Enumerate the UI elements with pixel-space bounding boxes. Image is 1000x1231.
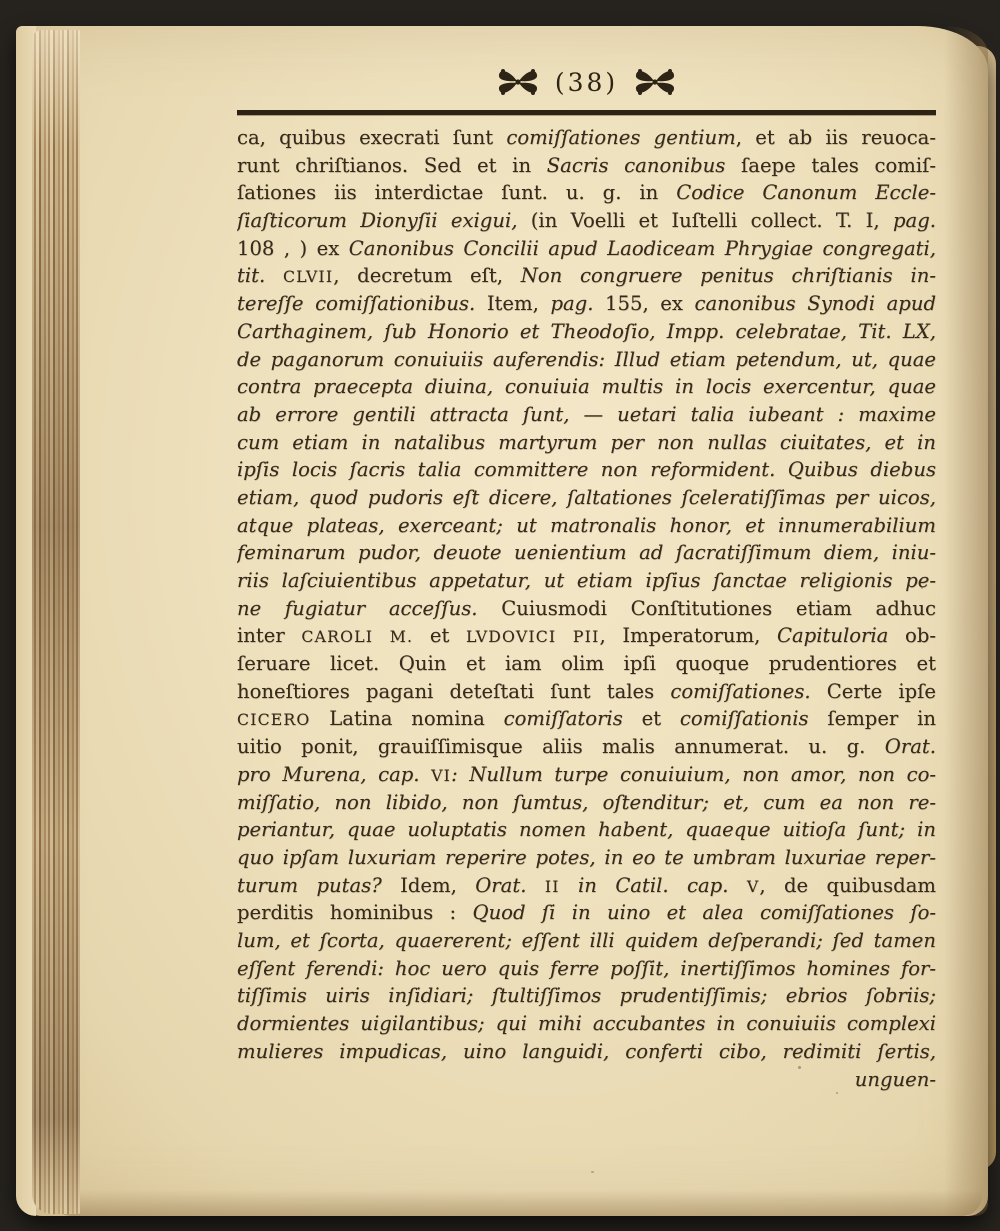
text-line: tit. CLVII, decretum eſt, Non congruere penitus chriſtianis in- (237, 264, 936, 288)
text-line: cum etiam in natalibus martyrum per non nullas ciuitates, et in (237, 430, 936, 454)
paper-speck (420, 298, 423, 301)
text-line: ipſis locis ſacris talia committere non reformident. Quibus diebus (237, 458, 936, 482)
text-line: honeſtiores pagani deteſtati ſunt tales comiſſationes. Certe ipſe (237, 679, 936, 703)
book-page (16, 26, 988, 1216)
text-line: ſeruare licet. Quin et iam olim ipſi quoque prudentiores et (237, 652, 936, 676)
text-line: feminarum pudor, deuote uenientium ad ſacratiſſimum diem, iniu- (237, 541, 936, 565)
text-line: uitio ponit, grauiſſimisque aliis malis annumerat. u. g. Orat. (237, 735, 936, 759)
header-rule (237, 110, 936, 115)
text-line: ab errore gentili attracta ſunt, — uetari talia iubeant : maxime (237, 402, 936, 426)
text-line: tiſſimis uiris inſidiari; ſtultiſſimos prudentiſſimis; ebrios ſobriis; (237, 984, 936, 1008)
text-line: ſationes iis interdictae ſunt. u. g. in Codice Canonum Eccle- (237, 181, 936, 205)
text-line: atque plateas, exerceant; ut matronalis honor, et innumerabilium (237, 513, 936, 537)
page-content (237, 62, 936, 1095)
text-line: mulieres impudicas, uino languidi, conferti cibo, redimiti ſertis, (237, 1039, 936, 1063)
text-line: eſſent ferendi: hoc uero quis ferre poſſit, inertiſſimos homines for- (237, 956, 936, 980)
text-line: riis laſciuientibus appetatur, ut etiam ipſius ſanctae religionis pe- (237, 569, 936, 592)
text-line: ca, quibus execrati ſunt comiſſationes gentium, et ab iis reuoca- (237, 126, 936, 149)
catchword: unguen- (854, 1068, 936, 1092)
paper-speck (591, 1171, 594, 1173)
text-line: pro Murena, cap. VI: Nullum turpe conuiuium, non amor, non co- (237, 762, 936, 786)
text-line: ſiaſticorum Dionyſii exigui, (in Voelli et Iuſtelli collect. T. I, pag. (237, 209, 936, 233)
text-line: ne fugiatur acceſſus. Cuiusmodi Conſtitutiones etiam adhuc (237, 596, 936, 620)
text-line: etiam, quod pudoris eſt dicere, ſaltationes ſceleratiſſimas per uicos, (237, 485, 936, 509)
text-line: contra praecepta diuina, conuiuia multis in locis exercentur, quae (237, 375, 936, 399)
text-line: tereſſe comiſſationibus. Item, pag. 155, ex canonibus Synodi apud (237, 292, 936, 316)
text-line: runt chriſtianos. Sed et in Sacris canonibus ſaepe tales comiſ- (237, 153, 936, 177)
text-line: CICERO Latina nomina comiſſatoris et comiſſationis ſemper in (237, 707, 936, 731)
text-line: periantur, quae uoluptatis nomen habent, quaeque uitioſa ſunt; in (237, 818, 936, 842)
catchword-row (237, 1065, 936, 1095)
text-block (237, 124, 936, 1065)
text-line: lum, et ſcorta, quaererent; eſſent illi quidem deſperandi; ſed tamen (237, 928, 936, 952)
page-header (237, 62, 936, 102)
paper-speck (921, 586, 923, 589)
text-line: dormientes uigilantibus; qui mihi accubantes in conuiuiis complexi (237, 1012, 936, 1035)
text-line: de paganorum conuiuiis auferendis: Illud etiam petendum, ut, quae (237, 347, 936, 371)
text-line: Carthaginem, ſub Honorio et Theodoſio, Impp. celebratae, Tit. LX, (237, 319, 936, 343)
text-line: 108 , ) ex Canonibus Concilii apud Laodiceam Phrygiae congregati, (237, 236, 936, 260)
paper-speck (836, 1092, 838, 1094)
fleuron-right-icon (634, 67, 676, 97)
text-line: inter CAROLI M. et LVDOVICI PII, Imperatorum, Capituloria ob- (237, 624, 936, 648)
fleuron-left-icon (497, 67, 539, 97)
text-line: perditis hominibus : Quod ſi in uino et alea comiſſationes ſo- (237, 901, 936, 925)
leaf-edges (32, 30, 80, 1214)
text-line: turum putas? Idem, Orat. II in Catil. cap. V, de quibusdam (237, 873, 936, 897)
text-line: miſſatio, non libido, non ſumtus, oſtenditur; et, cum ea non re- (237, 790, 936, 814)
text-line: quo ipſam luxuriam reperire potes, in eo te umbram luxuriae reper- (237, 845, 936, 869)
paper-speck (798, 1066, 801, 1069)
page-number: (38) (554, 67, 619, 97)
